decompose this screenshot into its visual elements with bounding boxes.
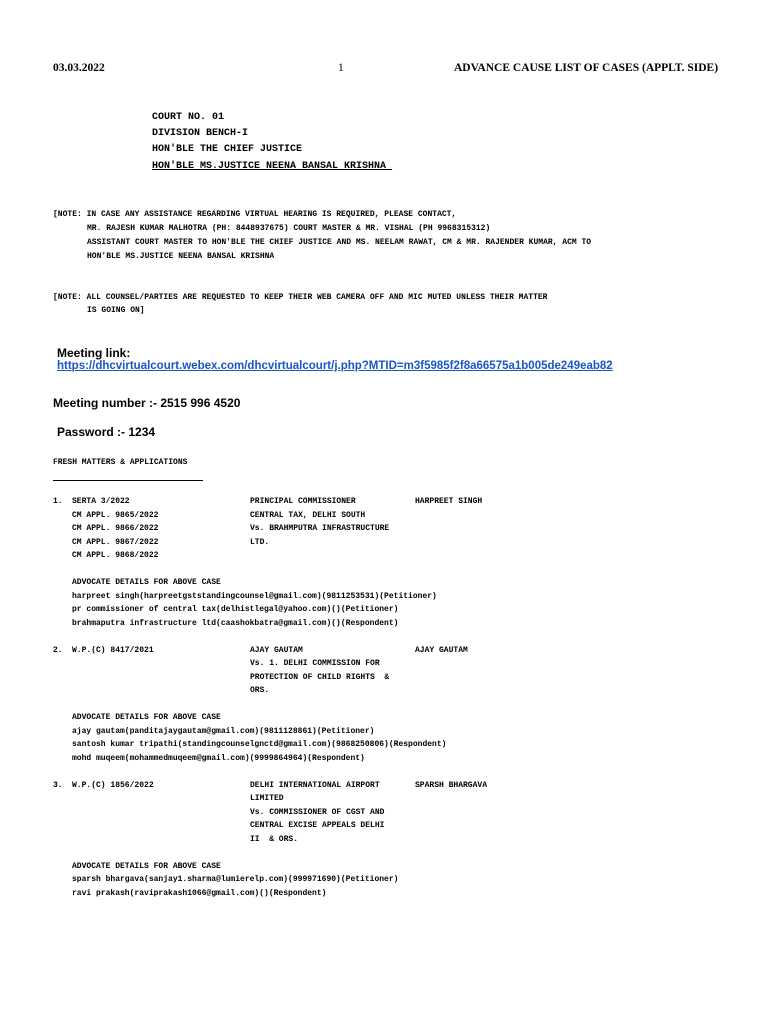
case-party: PRINCIPAL COMMISSIONER bbox=[250, 497, 356, 506]
case-number: SERTA 3/2022 bbox=[72, 497, 130, 506]
note2-line2: IS GOING ON] bbox=[87, 306, 145, 315]
judge-second: HON'BLE MS.JUSTICE NEENA BANSAL KRISHNA bbox=[152, 161, 393, 172]
case-party: II & ORS. bbox=[250, 835, 299, 844]
section-title: FRESH MATTERS & APPLICATIONS bbox=[53, 458, 188, 467]
case-party: DELHI INTERNATIONAL AIRPORT bbox=[250, 781, 380, 790]
advocate-detail: sparsh bhargava(sanjay1.sharma@lumierelp.com)(999971690)(Petitioner) bbox=[72, 875, 399, 884]
case-counsel: HARPREET SINGH bbox=[415, 497, 483, 506]
case-number: W.P.(C) 1856/2022 bbox=[72, 781, 154, 790]
note2-line1: [NOTE: ALL COUNSEL/PARTIES ARE REQUESTED TO KEEP THEIR WEB CAMERA OFF AND MIC MUTED UNLESS THEIR MATTER bbox=[53, 293, 548, 302]
advocate-detail: ravi prakash(raviprakash1066@gmail.com)()(Respondent) bbox=[72, 889, 327, 898]
advocate-heading: ADVOCATE DETAILS FOR ABOVE CASE bbox=[72, 713, 221, 722]
case-party: Vs. 1. DELHI COMMISSION FOR bbox=[250, 659, 380, 668]
advocate-detail: brahmaputra infrastructure ltd(caashokbatra@gmail.com)()(Respondent) bbox=[72, 619, 399, 628]
advocate-detail: pr commissioner of central tax(delhistlegal@yahoo.com)()(Petitioner) bbox=[72, 605, 399, 614]
note1-line2: MR. RAJESH KUMAR MALHOTRA (PH: 8448937675) COURT MASTER & MR. VISHAL (PH 9968315312) bbox=[87, 224, 491, 233]
case-party: CENTRAL EXCISE APPEALS DELHI bbox=[250, 821, 385, 830]
note1-line4: HON'BLE MS.JUSTICE NEENA BANSAL KRISHNA bbox=[87, 252, 275, 261]
case-party: Vs. COMMISSIONER OF CGST AND bbox=[250, 808, 385, 817]
meeting-number: Meeting number :- 2515 996 4520 bbox=[53, 396, 241, 410]
meeting-password: Password :- 1234 bbox=[57, 425, 156, 439]
advocate-detail: santosh kumar tripathi(standingcounselgnctd@gmail.com)(9868250806)(Respondent) bbox=[72, 740, 447, 749]
case-party: Vs. BRAHMPUTRA INFRASTRUCTURE bbox=[250, 524, 390, 533]
case-number: CM APPL. 9867/2022 bbox=[72, 538, 159, 547]
note1-line1: [NOTE: IN CASE ANY ASSISTANCE REGARDING VIRTUAL HEARING IS REQUIRED, PLEASE CONTACT, bbox=[53, 210, 457, 219]
advocate-heading: ADVOCATE DETAILS FOR ABOVE CASE bbox=[72, 862, 221, 871]
court-number: COURT NO. 01 bbox=[152, 112, 225, 123]
case-number: CM APPL. 9865/2022 bbox=[72, 511, 159, 520]
case-number: CM APPL. 9868/2022 bbox=[72, 551, 159, 560]
section-divider bbox=[53, 480, 203, 481]
list-date: 03.03.2022 bbox=[53, 62, 105, 74]
page-number: 1 bbox=[338, 62, 344, 74]
case-counsel: SPARSH BHARGAVA bbox=[415, 781, 488, 790]
case-party: CENTRAL TAX, DELHI SOUTH bbox=[250, 511, 366, 520]
meeting-link[interactable]: https://dhcvirtualcourt.webex.com/dhcvirtualcourt/j.php?MTID=m3f5985f2f8a66575a1b005de249eab82 bbox=[57, 360, 613, 372]
case-party: LTD. bbox=[250, 538, 270, 547]
case-serial: 1. bbox=[53, 497, 63, 506]
case-party: ORS. bbox=[250, 686, 270, 695]
case-party: LIMITED bbox=[250, 794, 284, 803]
case-number: CM APPL. 9866/2022 bbox=[72, 524, 159, 533]
bench-name: DIVISION BENCH-I bbox=[152, 128, 249, 139]
advocate-detail: ajay gautam(panditajaygautam@gmail.com)(9811128861)(Petitioner) bbox=[72, 727, 375, 736]
case-party: AJAY GAUTAM bbox=[250, 646, 303, 655]
advocate-detail: mohd muqeem(mohammedmuqeem@gmail.com)(9999864964)(Respondent) bbox=[72, 754, 365, 763]
list-title: ADVANCE CAUSE LIST OF CASES (APPLT. SIDE) bbox=[454, 62, 719, 74]
case-number: W.P.(C) 8417/2021 bbox=[72, 646, 154, 655]
case-serial: 3. bbox=[53, 781, 63, 790]
advocate-heading: ADVOCATE DETAILS FOR ABOVE CASE bbox=[72, 578, 221, 587]
meeting-link-label: Meeting link: bbox=[57, 346, 131, 360]
case-party: PROTECTION OF CHILD RIGHTS & bbox=[250, 673, 390, 682]
case-counsel: AJAY GAUTAM bbox=[415, 646, 468, 655]
note1-line3: ASSISTANT COURT MASTER TO HON'BLE THE CHIEF JUSTICE AND MS. NEELAM RAWAT, CM & MR. RAJENDER KUMAR, ACM TO bbox=[87, 238, 592, 247]
advocate-detail: harpreet singh(harpreetgststandingcounsel@gmail.com)(9811253531)(Petitioner) bbox=[72, 592, 437, 601]
judge-chief-justice: HON'BLE THE CHIEF JUSTICE bbox=[152, 144, 303, 155]
case-serial: 2. bbox=[53, 646, 63, 655]
